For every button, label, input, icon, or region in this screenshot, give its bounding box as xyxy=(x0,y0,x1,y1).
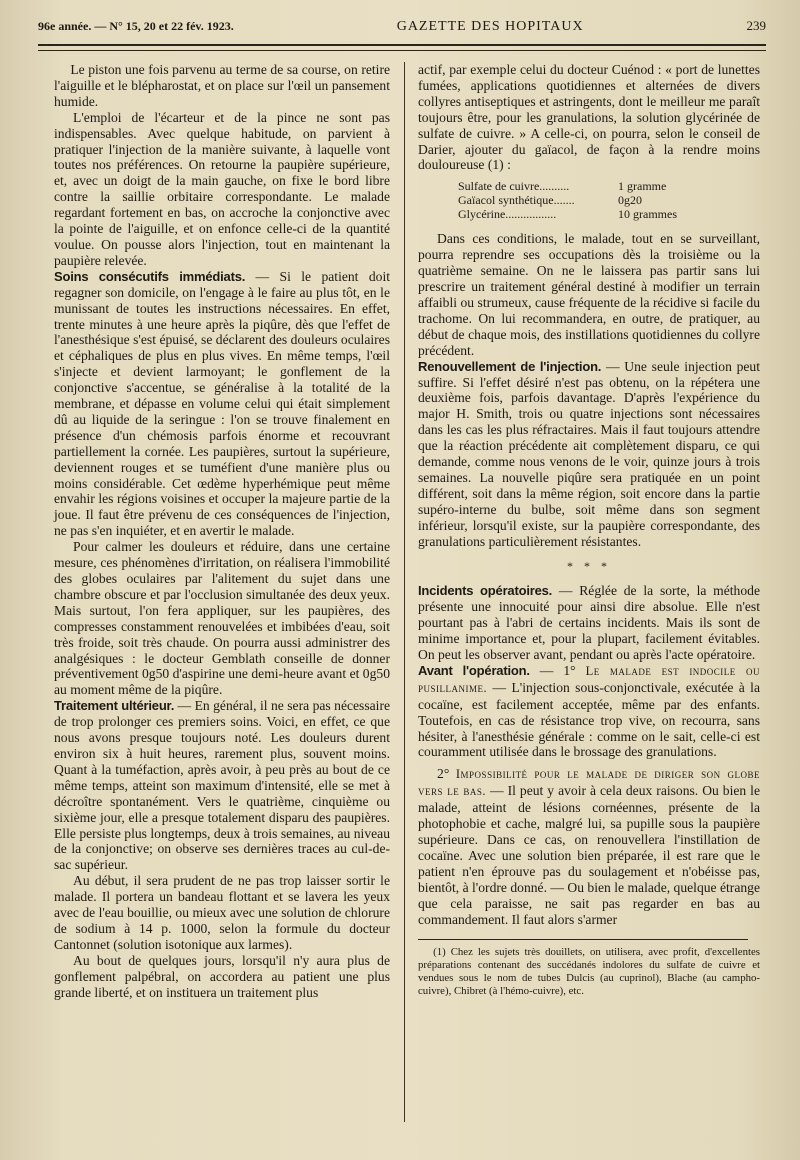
page-number: 239 xyxy=(746,18,766,33)
issue-info: 96e année. — N° 15, 20 et 22 fév. 1923. xyxy=(38,19,234,33)
paragraph-lead: — 1° xyxy=(529,662,586,678)
ingredient: Gaïacol synthétique....... xyxy=(458,193,575,208)
section-heading: Incidents opératoires. xyxy=(418,583,553,599)
running-header xyxy=(38,18,766,40)
paragraph: Dans ces conditions, le malade, tout en se surveillant, pourra reprendre ses occupations dès la troisième ou la quatrième semaine. On ne le laissera pas partir sans lui prescrire un traitement général destiné à modifier un terrain affaibli ou strumeux, cause fréquente de la récidive si facile du trachome. On lui recommandera, en outre, de pratiquer, au début de chaque mois, des instillations quotidiennes du collyre précédent. xyxy=(418,231,760,358)
paragraph: Au début, il sera prudent de ne pas trop laisser sortir le malade. Il portera un bandeau flottant et se lavera les yeux avec de l'eau bouillie, ou mieux avec une solution de chlorure de sodium à 14 p. 1000, selon la formule du docteur Cantonnet (solution isotonique aux larmes). xyxy=(54,873,390,952)
footnote: (1) Chez les sujets très douillets, on utilisera, avec profit, d'excellentes préparations contenant des succédanés indolores du sulfate de cuivre et vendues sous le nom de tubes Dulcis (au cuprinol), Blache (au campho-cuivre), Chibret (à l'hémo-cuivre), etc. xyxy=(418,946,760,998)
paragraph: — En général, il ne sera pas nécessaire de trop prolonger ces premiers soins. Voici, en effet, ce que nous avons presque toujours noté. Les douleurs durent environ six à huit heures, rarement plus, souvent moins. Quant à la tuméfaction, après avoir, à peu près au bout de ce même temps, atteint son maximum d'intensité, elle se met à décroître spontanément. Vers le quatrième, cinquième ou sixième jour, elle a presque totalement disparu des paupières. Elle persiste plus longtemps, deux à trois semaines, au niveau de la conjonctive; on observe ses dernières traces au cul-de-sac supérieur. xyxy=(54,698,390,873)
paragraph: — L'injection sous-conjonctivale, exécutée à la cocaïne, est facilement acceptée, même par des enfants. Toutefois, en cas de résistance trop vive, on recourra, sans hésiter, à l'anesthésie générale : comme on le sait, celle-ci est couramment utilisée dans le brossage des granulations. xyxy=(418,679,760,760)
paragraph: Le piston une fois parvenu au terme de sa course, on retire l'aiguille et le blépharostat, et on place sur l'œil un pansement humide. xyxy=(54,62,390,109)
header-rule-thin xyxy=(38,50,766,51)
prescription-formula xyxy=(458,179,760,221)
header-rule xyxy=(38,44,766,46)
quantity: 10 grammes xyxy=(618,207,677,222)
quantity: 0g20 xyxy=(618,193,642,208)
formula-row xyxy=(458,179,728,193)
section-item-2 xyxy=(418,766,760,927)
formula-row xyxy=(458,207,728,221)
paragraph: Au bout de quelques jours, lorsqu'il n'y aura plus de gonflement palpébral, on accordera au patient une plus grande liberté, et on instituera un traitement plus xyxy=(54,952,390,1000)
paragraph-lead: 2° xyxy=(437,766,456,782)
left-column xyxy=(54,62,390,1000)
section-heading: Soins consécutifs immédiats. xyxy=(54,268,246,284)
paragraph: — Réglée de la sorte, la méthode présente une innocuité pour ainsi dire absolue. Elle n'est pourtant pas à l'abri de certains incidents. Mais ils sont de minime importance et, pour la plupart, facilement évitables. On peut les observer avant, pendant ou après l'acte opératoire. xyxy=(418,583,760,662)
quantity: 1 gramme xyxy=(618,179,667,194)
section-heading: Renouvellement de l'injection. xyxy=(418,358,602,374)
paragraph: — Si le patient doit regagner son domicile, on l'engage à le faire au plus tôt, en le munissant de toutes les instructions nécessaires. En effet, trente minutes à une heure après la piqûre, dès que l'effet de l'anesthésique s'est épuisé, se déclarent des douleurs oculaires et céphaliques de plus en plus vives. En même temps, l'œil s'injecte et devient larmoyant; le gonflement de la conjonctive s'accentue, se généralise à la totalité de la membrane, et dépasse en volume celui qui était simplement dû au liquide de la seringue : l'on se trouve finalement en présence d'un chémosis parfois énorme et recouvrant partiellement la cornée. Les paupières, surtout la supérieure, deviennent rouges et se tuméfient d'une manière plus ou moins considérable. Cet œdème hyperhémique peut même envahir les régions voisines et occuper la majeure partie de la joue. Il faut être prévenu de ces conséquences de l'injection, ne pas s'en inquiéter, et en avertir le malade. xyxy=(54,268,390,539)
ingredient: Glycérine................. xyxy=(458,207,557,222)
formula-row xyxy=(458,193,728,207)
column-divider xyxy=(404,62,405,1122)
paragraph: — Il peut y avoir à cela deux raisons. Ou bien le malade, atteint de lésions cornéennes, présente de la photophobie et cache, malgré lui, sa pupille sous la paupière supérieure. Dans ce cas, on renouvellera l'instillation de cocaïne. Avec une solution bien préparée, il est rare que le patient n'en éprouve pas du soulagement et n'obéisse pas, bientôt, à l'ordre donné. — Ou bien le malade, quelque étrange que cela paraisse, ne sait pas regarder en bas au commandement. Il faut alors s'armer xyxy=(418,783,760,927)
footnote-rule xyxy=(418,939,748,940)
paragraph: L'emploi de l'écarteur et de la pince ne sont pas indispensables. Avec quelque habitude, on parvient à pratiquer l'injection de la manière suivante, à laquelle vont toutes nos préférences. On retourne la paupière supérieure, et, avec un doigt de la main gauche, on fixe le bord libre contre la saillie orbitaire correspondante. Le malade regardant fortement en bas, on accroche la conjonctive avec la pointe de l'aiguille, et on enfonce celle-ci de la quantité voulue. On pousse alors l'injection, tout en maintenant la paupière relevée. xyxy=(54,109,390,268)
section-heading: Traitement ultérieur. xyxy=(54,698,175,714)
ingredient: Sulfate de cuivre.......... xyxy=(458,179,570,194)
journal-title: GAZETTE DES HOPITAUX xyxy=(396,19,584,34)
section-separator: * * * xyxy=(567,559,611,574)
section-heading: Avant l'opération. xyxy=(418,662,530,678)
paragraph: — Une seule injection peut suffire. Si l'effet désiré n'est pas obtenu, on la répétera une deuxième fois, parfois davantage. D'après l'expérience du major H. Smith, trois ou quatre injections sont nécessaires dans les cas les plus réfractaires. Mais il faut toujours attendre que la réaction précédente ait complètement disparu, ce qui demande, comme nous venons de le voir, quinze jours à trois semaines. La nouvelle piqûre sera pratiquée en un point différent, soit dans la même région, soit encore dans la partie supéro-interne du bulbe, soit même dans son segment inférieur, lorsqu'il existe, sur la paupière correspondante, des granulations particulièrement résistantes. xyxy=(418,358,760,549)
paragraph: actif, par exemple celui du docteur Cuénod : « port de lunettes fumées, applications quotidiennes et alternées de divers collyres antiseptiques et astringents, dont le meilleur me paraît toujours être, pour les granulations, la solution glycérinée de sulfate de cuivre. » A celle-ci, on pourra, selon le conseil de Darier, ajouter du gaïacol, de façon à la rendre moins douloureuse (1) : xyxy=(418,62,760,173)
subsection-title: Le malade est indocile ou pusillanime. xyxy=(418,663,761,695)
paragraph: Pour calmer les douleurs et réduire, dans une certaine mesure, ces phénomènes d'irritation, on réalisera l'immobilité des globes oculaires par l'alitement du sujet dans une chambre obscure et par l'occlusion simultanée des deux yeux. Mais surtout, l'on fera appliquer, sur les paupières, des compresses constamment renouvelées et imbibées d'eau, soit très froide, soit très chaude. On pourra aussi administrer des analgésiques : le docteur Gemblath conseille de donner préventivement 0g50 d'aspirine une demi-heure avant et 0g50 au moment même de la piqûre. xyxy=(54,539,390,698)
subsection-title: Impossibilité pour le malade de diriger son globe vers le bas. xyxy=(418,767,760,799)
right-column xyxy=(418,62,760,998)
